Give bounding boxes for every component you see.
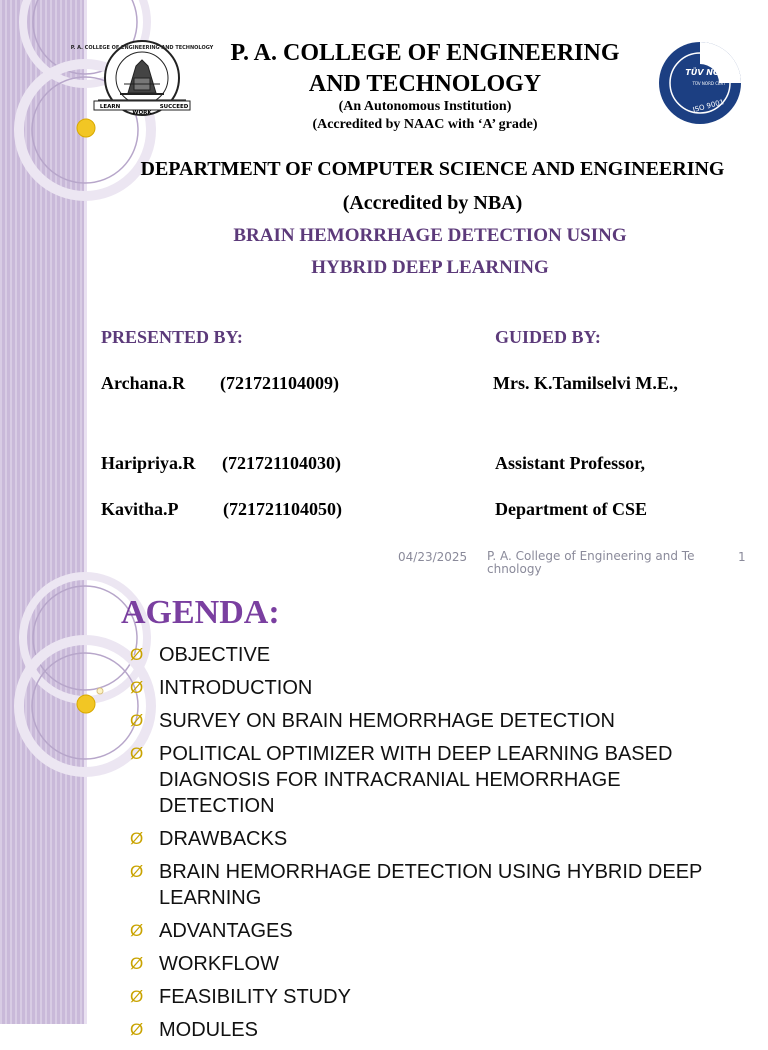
agenda-item xyxy=(128,675,738,701)
agenda-item xyxy=(128,642,738,668)
agenda-slide xyxy=(0,576,768,1041)
agenda-list xyxy=(128,642,738,1050)
logo-motto-1: LEARN xyxy=(99,104,121,110)
nba-accreditation: (Accredited by NBA) xyxy=(342,192,523,214)
college-name-line1: P. A. COLLEGE OF ENGINEERING xyxy=(230,40,620,66)
agenda-item xyxy=(128,1017,738,1043)
agenda-item-text: FEASIBILITY STUDY xyxy=(159,986,351,1008)
agenda-item-text: WORKFLOW xyxy=(159,953,279,975)
bullet-icon: Ø xyxy=(130,829,144,848)
department-name: DEPARTMENT OF COMPUTER SCIENCE AND ENGINEERING xyxy=(140,158,725,180)
bullet-icon: Ø xyxy=(130,1020,144,1039)
guide-department: Department of CSE xyxy=(495,499,647,519)
footer-page-number: 1 xyxy=(738,550,746,564)
agenda-item-text: MODULES xyxy=(159,1019,258,1041)
agenda-heading: AGENDA: xyxy=(121,594,280,631)
cert-brand: TÜV NORD xyxy=(685,68,733,77)
presenter-3-id: (721721104050) xyxy=(223,499,342,519)
agenda-item-text: SURVEY ON BRAIN HEMORRHAGE DETECTION xyxy=(159,710,615,732)
logo-ring-text: P. A. COLLEGE OF ENGINEERING AND TECHNOLOGY xyxy=(70,45,214,51)
bullet-icon: Ø xyxy=(130,954,144,973)
college-name xyxy=(190,38,660,100)
autonomous-status: (An Autonomous Institution) xyxy=(338,99,512,114)
agenda-item-text: BRAIN HEMORRHAGE DETECTION USING HYBRID DEEP LEARNING xyxy=(159,861,703,909)
bullet-icon: Ø xyxy=(130,862,144,881)
project-title-line1: BRAIN HEMORRHAGE DETECTION USING xyxy=(233,225,627,246)
agenda-item-text: POLITICAL OPTIMIZER WITH DEEP LEARNING BASED DIAGNOSIS FOR INTRACRANIAL HEMORRHAGE DETECTION xyxy=(159,743,673,817)
presenter-3-name: Kavitha.P xyxy=(101,499,179,519)
cert-sub: TÜV NORD CERT xyxy=(692,81,726,86)
cert-standard: ISO 9001 xyxy=(691,98,726,115)
agenda-item-text: ADVANTAGES xyxy=(159,920,293,942)
logo-motto-3: SUCCEED xyxy=(159,104,189,110)
college-name-line2: AND TECHNOLOGY xyxy=(308,71,542,97)
bullet-icon: Ø xyxy=(130,744,144,763)
agenda-item xyxy=(128,859,738,911)
agenda-item-text: INTRODUCTION xyxy=(159,677,313,699)
agenda-item xyxy=(128,951,738,977)
guide-designation: Assistant Professor, xyxy=(495,453,646,473)
agenda-item-text: DRAWBACKS xyxy=(159,828,288,850)
footer-org-line2: chnology xyxy=(487,562,542,576)
presenter-2-id: (721721104030) xyxy=(222,453,341,473)
presenter-1-name: Archana.R xyxy=(101,373,186,393)
college-logo xyxy=(70,38,214,122)
agenda-item xyxy=(128,741,738,819)
footer-date: 04/23/2025 xyxy=(398,550,468,564)
guide-name: Mrs. K.Tamilselvi M.E., xyxy=(493,373,678,393)
bullet-icon: Ø xyxy=(130,987,144,1006)
naac-accreditation: (Accredited by NAAC with ‘A’ grade) xyxy=(312,117,538,132)
agenda-item-text: OBJECTIVE xyxy=(159,644,271,666)
logo-motto-2: WORK xyxy=(132,110,152,116)
agenda-item xyxy=(128,826,738,852)
presenter-1-id: (721721104009) xyxy=(220,373,339,393)
bullet-icon: Ø xyxy=(130,645,144,664)
bullet-icon: Ø xyxy=(130,921,144,940)
guided-by-label: GUIDED BY: xyxy=(495,327,601,347)
presenter-2-name: Haripriya.R xyxy=(101,453,196,473)
agenda-item xyxy=(128,918,738,944)
agenda-item xyxy=(128,984,738,1010)
iso-cert-logo xyxy=(657,41,745,125)
decorative-rings xyxy=(0,576,140,1024)
bullet-icon: Ø xyxy=(130,711,144,730)
project-title-line2: HYBRID DEEP LEARNING xyxy=(311,257,549,278)
presented-by-label: PRESENTED BY: xyxy=(101,327,243,347)
bullet-icon: Ø xyxy=(130,678,144,697)
footer-organization xyxy=(487,550,717,576)
footer-org-line1: P. A. College of Engineering and Te xyxy=(487,549,695,563)
agenda-item xyxy=(128,708,738,734)
